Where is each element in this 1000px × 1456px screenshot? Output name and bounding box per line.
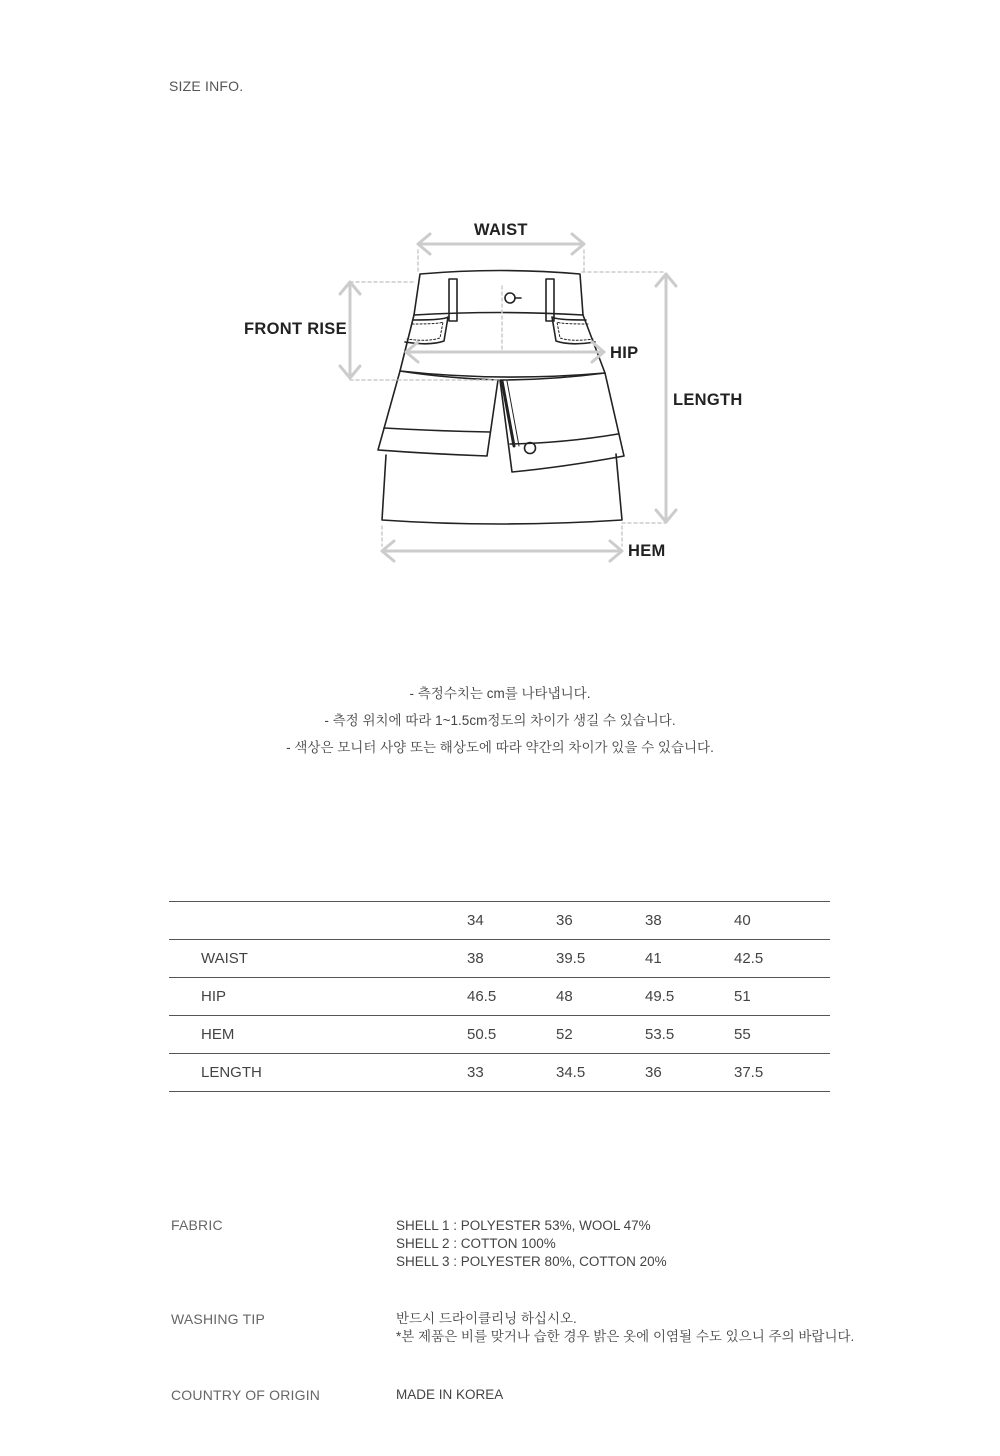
fabric-line: SHELL 1 : POLYESTER 53%, WOOL 47%	[396, 1218, 651, 1233]
size-table	[169, 901, 830, 1092]
hem-arrow	[382, 541, 622, 561]
fabric-value	[396, 1217, 667, 1271]
belt-loop-right	[546, 279, 554, 321]
hip-label: HIP	[610, 344, 639, 362]
washing-line: *본 제품은 비를 맞거나 습한 경우 밝은 옷에 이염될 수도 있으니 주의 바랍니다.	[396, 1329, 855, 1344]
flap-right	[500, 373, 624, 472]
fabric-line: SHELL 2 : COTTON 100%	[396, 1236, 556, 1251]
hip-arrow	[406, 342, 604, 362]
skirt-measurement-diagram	[230, 210, 770, 580]
washing-tip-label: WASHING TIP	[171, 1311, 265, 1327]
table-cell: 51	[734, 988, 751, 1005]
note-line: - 색상은 모니터 사양 또는 해상도에 따라 약간의 차이가 있을 수 있습니다.	[286, 740, 714, 755]
table-cell: 46.5	[467, 988, 497, 1005]
table-cell: 36	[645, 1064, 662, 1081]
table-row	[169, 940, 830, 978]
table-cell: 34.5	[556, 1064, 586, 1081]
pocket-right-stitch	[557, 322, 593, 340]
washing-line: 반드시 드라이클리닝 하십시오.	[396, 1311, 577, 1326]
belt-loop-left	[449, 279, 457, 321]
table-cell: 42.5	[734, 950, 764, 967]
fabric-line: SHELL 3 : POLYESTER 80%, COTTON 20%	[396, 1254, 667, 1269]
table-header-row	[169, 902, 830, 940]
hem-label: HEM	[628, 542, 666, 560]
table-header-cell: 36	[556, 912, 573, 929]
table-cell: 53.5	[645, 1026, 675, 1043]
fabric-label: FABRIC	[171, 1217, 223, 1233]
flap-right-cuff	[510, 434, 618, 444]
table-header-cell: 40	[734, 912, 751, 929]
table-cell: 55	[734, 1026, 751, 1043]
length-label: LENGTH	[673, 391, 743, 409]
flap-left	[378, 371, 498, 456]
table-cell: 52	[556, 1026, 573, 1043]
table-cell: 38	[467, 950, 484, 967]
note-line: - 측정 위치에 따라 1~1.5cm정도의 차이가 생길 수 있습니다.	[324, 713, 676, 728]
country-of-origin-label: COUNTRY OF ORIGIN	[171, 1387, 321, 1403]
table-header-cell	[169, 902, 467, 940]
waist-button	[505, 293, 515, 303]
table-row	[169, 1016, 830, 1054]
row-label: HEM	[201, 1026, 235, 1043]
table-cell: 39.5	[556, 950, 586, 967]
pocket-left-stitch	[407, 322, 443, 340]
row-label: HIP	[201, 988, 227, 1005]
table-cell: 37.5	[734, 1064, 764, 1081]
waist-label: WAIST	[474, 221, 528, 239]
table-cell: 41	[645, 950, 662, 967]
washing-tip-value	[396, 1310, 854, 1346]
waistband-outline	[414, 271, 583, 316]
table-cell: 33	[467, 1064, 484, 1081]
note-line: - 측정수치는 cm를 나타냅니다.	[409, 686, 591, 701]
table-cell: 49.5	[645, 988, 675, 1005]
country-of-origin-value: MADE IN KOREA	[396, 1387, 504, 1402]
flap-left-cuff	[384, 428, 490, 432]
table-header-cell: 38	[645, 912, 662, 929]
table-cell: 50.5	[467, 1026, 497, 1043]
front-rise-label: FRONT RISE	[244, 320, 347, 338]
measurement-notes	[0, 680, 1000, 761]
section-title: SIZE INFO.	[169, 78, 244, 94]
row-label: LENGTH	[201, 1064, 262, 1081]
table-row	[169, 1054, 830, 1092]
table-header-cell: 34	[467, 912, 484, 929]
table-row	[169, 978, 830, 1016]
row-label: WAIST	[201, 950, 248, 967]
underskirt-outline	[382, 454, 622, 524]
table-cell: 48	[556, 988, 573, 1005]
